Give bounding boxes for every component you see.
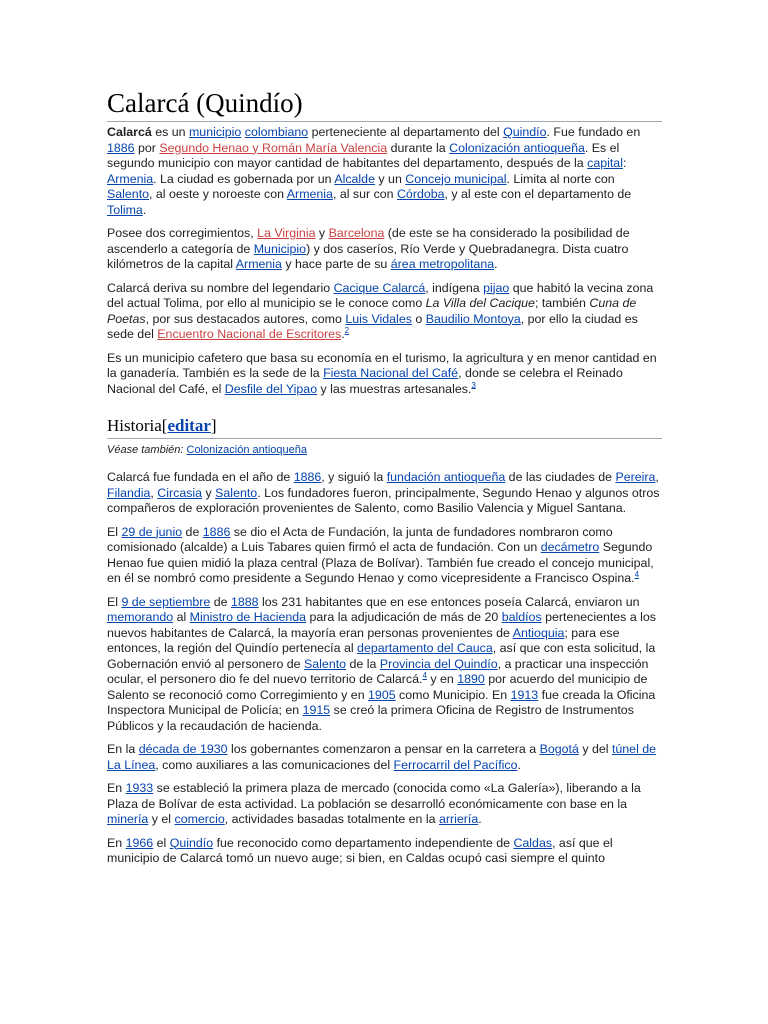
text: y bbox=[315, 226, 329, 240]
text: se estableció la primera plaza de mercado (conocida como «La Galería»), liberando a la Plaza de Bolívar de esta actividad. La población se desarrolló económicamente con base en la bbox=[107, 781, 641, 811]
text: . Limita al norte con bbox=[506, 171, 615, 186]
link-tunel-la-linea[interactable]: túnel de La Línea bbox=[107, 742, 657, 772]
link-departamento-cauca[interactable]: departamento del Cauca bbox=[357, 641, 493, 655]
article bbox=[107, 86, 662, 875]
text: Segundo Henao fue quien midió la plaza central (Plaza de Bolívar). También fue creado el concejo municipal, en él se nombró como presidente a Segundo Henao y como vicepresidente a Francisco Ospina. bbox=[107, 540, 654, 585]
bracket: ] bbox=[210, 416, 217, 435]
text: En bbox=[107, 835, 126, 850]
text: para la adjudicación de más de 20 bbox=[306, 610, 502, 624]
text: . bbox=[341, 327, 345, 341]
link-1905[interactable]: 1905 bbox=[368, 687, 396, 702]
link-1933[interactable]: 1933 bbox=[125, 781, 154, 795]
text: y el bbox=[148, 812, 175, 826]
text: , como auxiliares a las comunicaciones del bbox=[155, 757, 394, 772]
page-title: Calarcá (Quindío) bbox=[107, 86, 662, 122]
text: , al oeste y noroeste con bbox=[149, 187, 287, 201]
link-pijao[interactable]: pijao bbox=[483, 280, 510, 295]
link-cacique-calarca[interactable]: Cacique Calarcá bbox=[333, 280, 426, 295]
link-provincia-quindio[interactable]: Provincia del Quindío bbox=[379, 656, 498, 671]
link-la-virginia[interactable]: La Virginia bbox=[257, 226, 316, 240]
section-title: Historia bbox=[107, 416, 162, 435]
link-1888[interactable]: 1888 bbox=[231, 594, 259, 609]
intro-paragraph-3 bbox=[107, 281, 662, 343]
link-area-metropolitana[interactable]: área metropolitana bbox=[390, 257, 495, 271]
text: , por sus destacados autores, como bbox=[145, 311, 346, 326]
link-1886[interactable]: 1886 bbox=[293, 470, 322, 484]
text: ) y dos caseríos, Río Verde y Quebradanegra. Dista cuatro kilómetros de la capital bbox=[107, 241, 629, 271]
text: y del bbox=[578, 742, 612, 756]
intro-paragraph-4 bbox=[107, 351, 662, 398]
text: (de este se ha considerado la posibilidad de ascenderlo a categoría de bbox=[107, 226, 630, 256]
text: El bbox=[107, 594, 122, 609]
text: por bbox=[134, 140, 160, 155]
text: perteneciente al departamento del bbox=[308, 125, 504, 139]
text: durante la bbox=[387, 140, 450, 155]
text: los gobernantes comenzaron a pensar en la carretera a bbox=[227, 742, 540, 756]
edit-link[interactable]: editar bbox=[167, 416, 211, 435]
italic-nickname: La Villa del Cacique bbox=[425, 296, 535, 310]
link-baudilio-montoya[interactable]: Baudilio Montoya bbox=[425, 311, 521, 326]
link-cordoba[interactable]: Córdoba bbox=[396, 187, 445, 201]
link-salento[interactable]: Salento bbox=[215, 485, 258, 500]
text: de las ciudades de bbox=[505, 470, 616, 484]
text: Es un municipio cafetero que basa su economía en el turismo, la agricultura y en menor cantidad en la ganadería. También es la sede de la bbox=[107, 350, 657, 380]
text: , actividades basadas totalmente en la bbox=[224, 812, 439, 826]
link-29-de-junio[interactable]: 29 de junio bbox=[121, 524, 183, 539]
link-fundadores[interactable]: Segundo Henao y Román María Valencia bbox=[159, 140, 388, 155]
link-circasia[interactable]: Circasia bbox=[157, 485, 203, 500]
intro-paragraph-1 bbox=[107, 125, 662, 218]
link-baldios[interactable]: baldíos bbox=[501, 610, 542, 624]
text: En la bbox=[107, 742, 139, 756]
text: El bbox=[107, 524, 122, 539]
link-1915[interactable]: 1915 bbox=[302, 703, 331, 717]
bold-term: Calarcá bbox=[107, 125, 152, 139]
text: En bbox=[107, 781, 126, 795]
text: pertenecientes a los nuevos habitantes de Calarcá, la mayoría eran personas provenientes de bbox=[107, 610, 656, 640]
text: ; también bbox=[534, 296, 590, 310]
link-municipio-category[interactable]: Municipio bbox=[253, 241, 307, 256]
link-9-de-septiembre[interactable]: 9 de septiembre bbox=[121, 594, 211, 609]
link-encuentro-escritores[interactable]: Encuentro Nacional de Escritores bbox=[157, 327, 342, 341]
edit-section bbox=[162, 416, 217, 435]
link-capital[interactable]: capital bbox=[587, 156, 623, 170]
text: y hace parte de su bbox=[281, 257, 391, 271]
link-colonizacion-antioquena[interactable]: Colonización antioqueña bbox=[449, 140, 585, 155]
text: Calarcá fue fundada en el año de bbox=[107, 470, 294, 484]
historia-paragraph-2 bbox=[107, 525, 662, 587]
historia-paragraph-1 bbox=[107, 470, 662, 517]
historia-paragraph-4 bbox=[107, 742, 662, 773]
reference-link[interactable]: 3 bbox=[471, 380, 476, 390]
text: . bbox=[142, 202, 147, 217]
link-municipio[interactable]: municipio bbox=[188, 125, 242, 139]
link-1913[interactable]: 1913 bbox=[510, 687, 539, 702]
text: los 231 habitantes que en ese entonces poseía Calarcá, enviaron un bbox=[258, 594, 640, 609]
see-also-note bbox=[107, 443, 662, 458]
link-colombiano[interactable]: colombiano bbox=[244, 125, 309, 139]
link-barcelona[interactable]: Barcelona bbox=[328, 226, 385, 240]
text: . Es el segundo municipio con mayor cantidad de habitantes del departamento, después de la bbox=[107, 140, 620, 170]
intro-paragraph-2 bbox=[107, 226, 662, 273]
text: de bbox=[182, 524, 203, 539]
text: . bbox=[478, 812, 482, 826]
text: fue reconocido como departamento independiente de bbox=[213, 835, 514, 850]
text: , indígena bbox=[425, 280, 484, 295]
text: ; para ese entonces, la región del Quindío pertenecía al bbox=[107, 625, 620, 655]
text: Calarcá deriva su nombre del legendario bbox=[107, 280, 334, 295]
reference-link[interactable]: 4 bbox=[634, 569, 640, 579]
text: por acuerdo del municipio de Salento se reconoció como Corregimiento y en bbox=[107, 672, 648, 702]
text: . bbox=[517, 757, 521, 772]
link-memorando[interactable]: memorando bbox=[107, 610, 174, 624]
hatnote-label: Véase también: bbox=[107, 444, 187, 456]
link-1886[interactable]: 1886 bbox=[202, 524, 231, 539]
text: , bbox=[655, 470, 659, 484]
link-decada-1930[interactable]: década de 1930 bbox=[138, 742, 228, 756]
text: al bbox=[173, 610, 190, 624]
link-1890[interactable]: 1890 bbox=[457, 672, 485, 686]
text: , donde se celebra el Reinado Nacional del Café, el bbox=[107, 366, 623, 396]
link-arrieria[interactable]: arriería bbox=[438, 812, 479, 826]
link-tolima[interactable]: Tolima bbox=[107, 202, 143, 217]
text: , a practicar una inspección ocular, el personero dio fe del nuevo territorio de Calarcá. bbox=[107, 656, 649, 686]
link-1966[interactable]: 1966 bbox=[125, 835, 154, 850]
text: , al sur con bbox=[332, 187, 397, 201]
text: . La ciudad es gobernada por un bbox=[153, 171, 335, 186]
section-heading-historia bbox=[107, 415, 662, 439]
link-desfile-yipao[interactable]: Desfile del Yipao bbox=[224, 381, 318, 396]
link-caldas[interactable]: Caldas bbox=[513, 835, 553, 850]
bracket: [ bbox=[161, 416, 168, 435]
link-1886[interactable]: 1886 bbox=[107, 140, 135, 155]
link-quindio[interactable]: Quindío bbox=[503, 125, 547, 139]
text: fue creada la Oficina Inspectora Municipal de Policía; en bbox=[107, 687, 656, 717]
text: o bbox=[411, 311, 426, 326]
text: , por ello la ciudad es sede del bbox=[107, 311, 638, 341]
historia-paragraph-5 bbox=[107, 781, 662, 828]
text: , así que con esta solicitud, la Gobernación envió al personero de bbox=[107, 641, 656, 671]
text: y bbox=[202, 485, 216, 500]
text: el bbox=[153, 835, 170, 850]
text: de bbox=[210, 594, 231, 609]
link-quindio[interactable]: Quindío bbox=[169, 835, 214, 850]
link-mineria[interactable]: minería bbox=[107, 812, 149, 826]
text: y las muestras artesanales. bbox=[317, 381, 472, 396]
link-luis-vidales[interactable]: Luis Vidales bbox=[345, 311, 412, 326]
text: como Municipio. En bbox=[395, 687, 511, 702]
reference-link[interactable]: 2 bbox=[344, 325, 350, 335]
link-decametro[interactable]: decámetro bbox=[540, 540, 600, 554]
text: que habitó la vecina zona del actual Tolima, por ello al municipio se le conoce como bbox=[107, 280, 654, 310]
historia-paragraph-6 bbox=[107, 836, 662, 867]
text: y un bbox=[374, 171, 406, 186]
text: es un bbox=[151, 125, 189, 139]
text: de la bbox=[346, 656, 380, 671]
link-concejo-municipal[interactable]: Concejo municipal bbox=[405, 171, 507, 186]
historia-paragraph-3 bbox=[107, 595, 662, 735]
text: , así que el municipio de Calarcá tomó un nuevo auge; si bien, en Caldas ocupó casi siempre el quinto bbox=[107, 835, 613, 865]
link-alcalde[interactable]: Alcalde bbox=[334, 171, 375, 186]
link-filandia[interactable]: Filandia bbox=[107, 485, 151, 500]
link-armenia[interactable]: Armenia bbox=[107, 171, 154, 186]
link-antioquia[interactable]: Antioquia bbox=[512, 625, 565, 640]
link-comercio[interactable]: comercio bbox=[174, 812, 225, 826]
link-salento[interactable]: Salento bbox=[107, 187, 150, 201]
text: se dio el Acta de Fundación, la junta de fundadores nombraron como comisionado (alcalde) a Luis Tabares quien firmó el acta de fundación. Con un bbox=[107, 524, 613, 554]
text: , y al este con el departamento de bbox=[444, 187, 632, 201]
text: . bbox=[494, 257, 498, 271]
link-armenia[interactable]: Armenia bbox=[286, 187, 333, 201]
link-colonizacion-antioquena[interactable]: Colonización antioqueña bbox=[186, 444, 307, 456]
text: y en bbox=[426, 672, 458, 686]
link-ferrocarril-pacifico[interactable]: Ferrocarril del Pacífico bbox=[393, 757, 518, 772]
link-armenia[interactable]: Armenia bbox=[235, 257, 282, 271]
text: : bbox=[622, 156, 627, 170]
text: Posee dos corregimientos, bbox=[107, 226, 258, 240]
link-fundacion-antioquena[interactable]: fundación antioqueña bbox=[386, 470, 506, 484]
text: . Fue fundado en bbox=[546, 125, 641, 139]
text: , y siguió la bbox=[321, 470, 387, 484]
text: se creó la primera Oficina de Registro de Instrumentos Públicos y la recaudación de hacienda. bbox=[107, 703, 634, 733]
link-salento[interactable]: Salento bbox=[304, 656, 347, 671]
link-ministro-hacienda[interactable]: Ministro de Hacienda bbox=[189, 610, 307, 624]
text: . Los fundadores fueron, principalmente, Segundo Henao y algunos otros compañeros de exploración provenientes de Salento, como Basilio Valencia y Miguel Santana. bbox=[107, 485, 660, 515]
reference-link[interactable]: 4 bbox=[422, 670, 427, 680]
link-bogota[interactable]: Bogotá bbox=[539, 742, 579, 756]
link-pereira[interactable]: Pereira bbox=[615, 470, 656, 484]
text: , bbox=[150, 485, 158, 500]
italic-nickname: Cuna de Poetas bbox=[107, 296, 637, 326]
link-fiesta-nacional-cafe[interactable]: Fiesta Nacional del Café bbox=[323, 366, 459, 380]
